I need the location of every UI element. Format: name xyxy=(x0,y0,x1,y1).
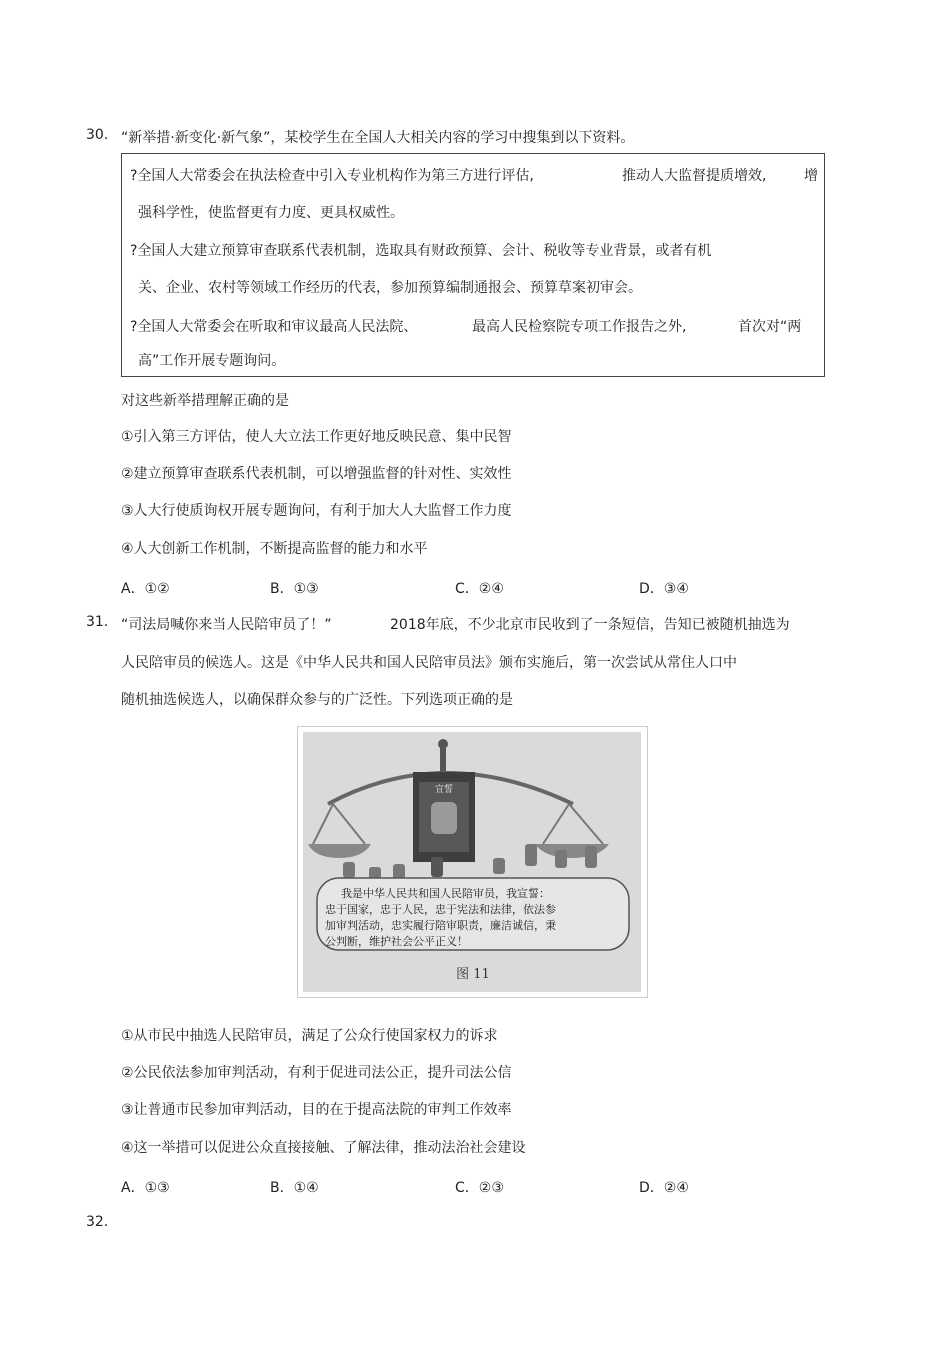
q30-option-c[interactable]: C．②④ xyxy=(455,581,504,597)
q31-line2: 人民陪审员的候选人。这是《中华人民共和国人民陪审员法》颁布实施后，第一次尝试从常住人口中 xyxy=(121,655,737,671)
q30-box-item2-line2: 关、企业、农村等领域工作经历的代表，参加预算编制通报会、预算草案初审会。 xyxy=(138,280,642,296)
oath-line-3: 加审判活动，忠实履行陪审职责，廉洁诚信，秉 xyxy=(325,919,556,932)
q31-number: 31. xyxy=(86,614,109,630)
q31-line1-a: “司法局喊你来当人民陪审员了！” xyxy=(121,617,332,633)
book-label: 宣誓 xyxy=(434,785,454,795)
oath-line-1: 我是中华人民共和国人民陪审员，我宣誓： xyxy=(341,887,550,900)
hand-icon xyxy=(431,802,457,834)
raised-hand-icon xyxy=(431,857,443,877)
q30-statement-1: ①引入第三方评估，使人大立法工作更好地反映民意、集中民智 xyxy=(121,429,512,445)
q31-option-b[interactable]: B．①④ xyxy=(270,1180,319,1196)
q30-box-item1-a: ?全国人大常委会在执法检查中引入专业机构作为第三方进行评估, xyxy=(130,168,534,184)
figure-caption: 图 11 xyxy=(456,967,490,982)
q30-statement-4: ④人大创新工作机制，不断提高监督的能力和水平 xyxy=(121,541,428,557)
oath-line-4: 公判断，维护社会公平正义！ xyxy=(325,935,468,948)
q31-line1-b: 2018年底，不少北京市民收到了一条短信，告知已被随机抽选为 xyxy=(390,617,790,633)
q30-statement-2: ②建立预算审查联系代表机制，可以增强监督的针对性、实效性 xyxy=(121,466,512,482)
q31-option-a[interactable]: A．①③ xyxy=(121,1180,170,1196)
q31-statement-2: ②公民依法参加审判活动，有利于促进司法公正，提升司法公信 xyxy=(121,1065,512,1081)
scales-of-justice-illustration xyxy=(303,732,641,992)
raised-hand-icon xyxy=(493,858,505,874)
q30-option-b[interactable]: B．①③ xyxy=(270,581,319,597)
q30-box-item1-b: 推动人大监督提质增效, xyxy=(622,168,767,184)
q30-box-item1-line2: 强科学性，使监督更有力度、更具权威性。 xyxy=(138,205,404,221)
q30-option-d[interactable]: D．③④ xyxy=(639,581,689,597)
q31-statement-3: ③让普通市民参加审判活动，目的在于提高法院的审判工作效率 xyxy=(121,1102,512,1118)
q30-statement-3: ③人大行使质询权开展专题询问，有利于加大人大监督工作力度 xyxy=(121,503,512,519)
q30-box-item3-b: 最高人民检察院专项工作报告之外, xyxy=(472,319,687,335)
q31-option-c[interactable]: C．②③ xyxy=(455,1180,504,1196)
q31-figure xyxy=(297,726,648,998)
q30-box-item3-a: ?全国人大常委会在听取和审议最高人民法院、 xyxy=(130,319,418,335)
q32-number: 32. xyxy=(86,1214,109,1230)
raised-hand-icon xyxy=(585,846,597,868)
oath-line-2: 忠于国家，忠于人民，忠于宪法和法律，依法参 xyxy=(325,903,556,916)
q31-option-d[interactable]: D．②④ xyxy=(639,1180,689,1196)
q30-question: 对这些新举措理解正确的是 xyxy=(121,393,289,409)
raised-hand-icon xyxy=(343,862,355,878)
q30-stem: “新举措·新变化·新气象”，某校学生在全国人大相关内容的学习中搜集到以下资料。 xyxy=(121,130,635,146)
q30-box-item3-c: 首次对“两 xyxy=(738,319,802,335)
q30-box-item2-line1: ?全国人大建立预算审查联系代表机制，选取具有财政预算、会计、税收等专业背景，或者有机 xyxy=(130,243,712,259)
q31-figure-photo xyxy=(303,732,641,992)
q30-box-item1-c: 增 xyxy=(804,168,818,184)
q30-material-box xyxy=(121,153,825,377)
raised-hand-icon xyxy=(525,844,537,866)
q31-statement-1: ①从市民中抽选人民陪审员，满足了公众行使国家权力的诉求 xyxy=(121,1028,498,1044)
q31-statement-4: ④这一举措可以促进公众直接接触、了解法律，推动法治社会建设 xyxy=(121,1140,526,1156)
q31-line3: 随机抽选候选人，以确保群众参与的广泛性。下列选项正确的是 xyxy=(121,692,513,708)
q30-option-a[interactable]: A．①② xyxy=(121,581,170,597)
q30-number: 30. xyxy=(86,127,109,143)
raised-hand-icon xyxy=(555,850,567,868)
q30-box-item3-line2: 高”工作开展专题询问。 xyxy=(138,353,286,369)
